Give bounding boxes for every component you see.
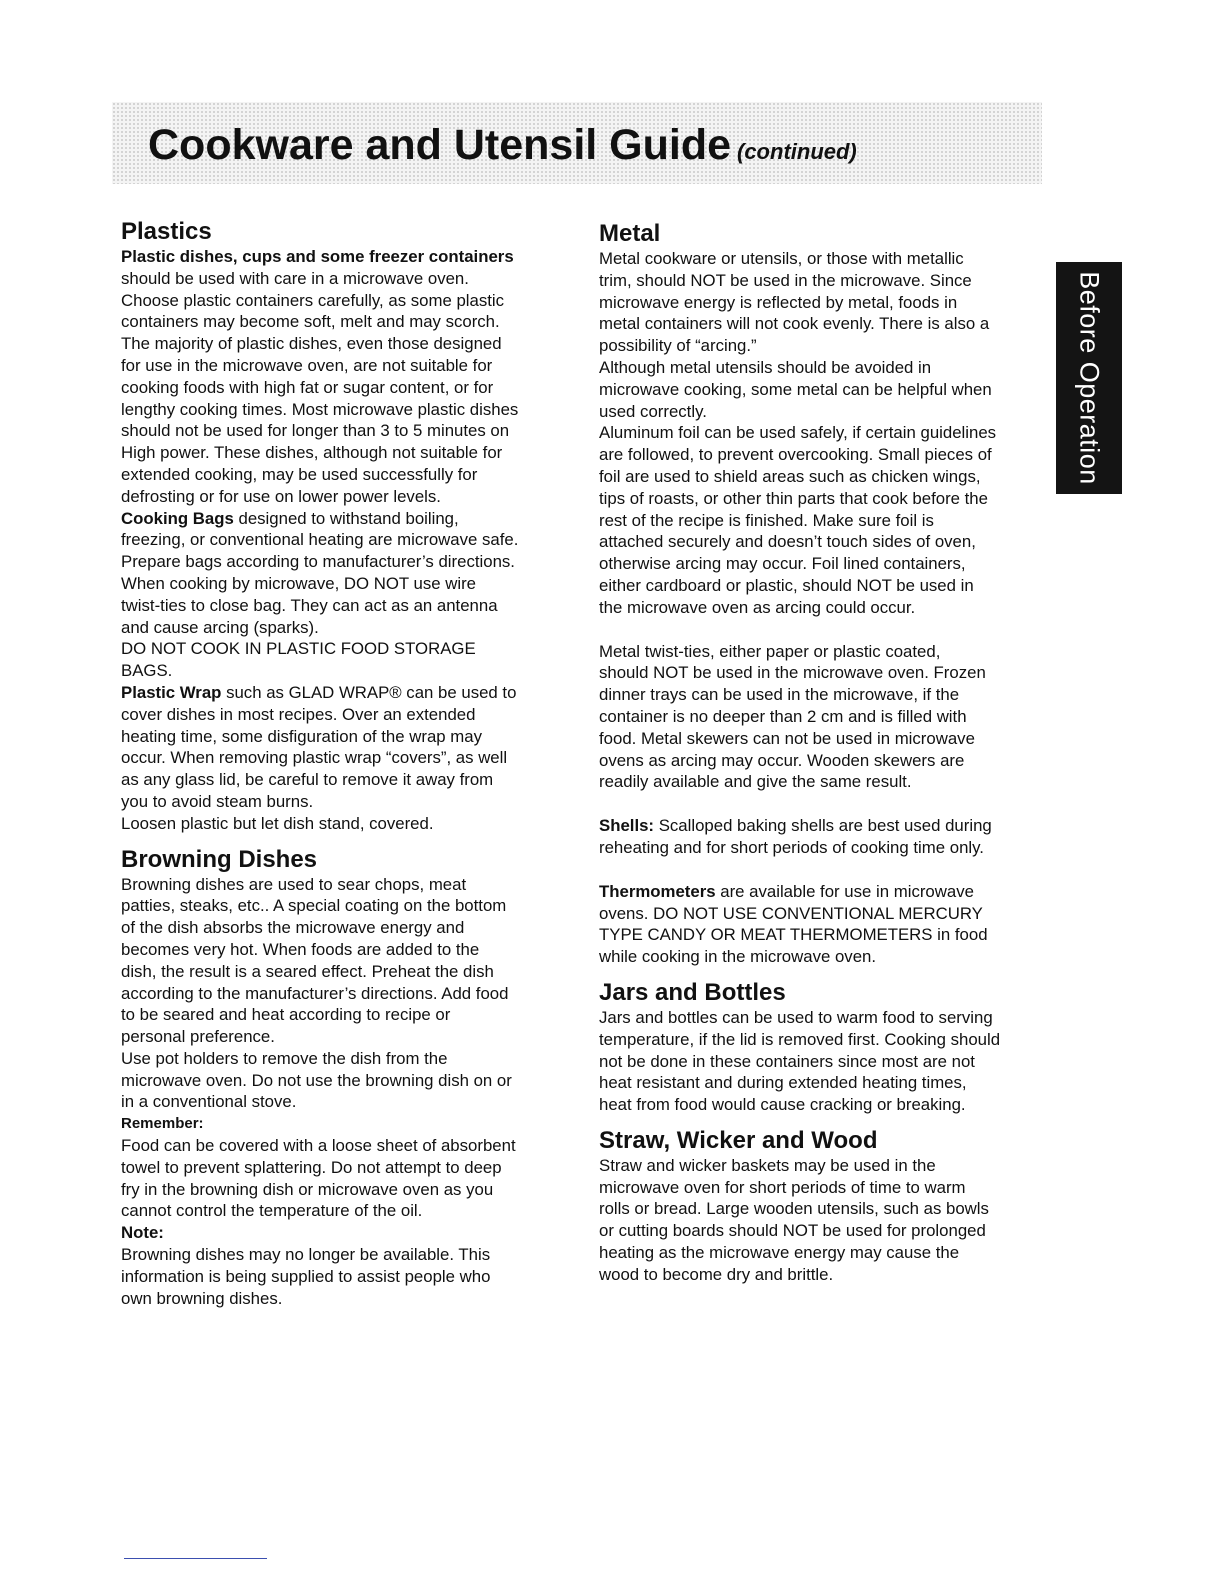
metal-twist-ties-text: Metal twist-ties, either paper or plastic coated, should NOT be used in the microwave oven. Frozen dinner trays can be used in the microwave, if the container is no deeper than 2 cm and is filled with food. Metal skewers can not be used in microwave ovens as arcing may occur. Wooden skewers are readily available and give the same result.: [599, 641, 986, 792]
jars-bottles-heading: Jars and Bottles: [599, 978, 786, 1006]
metal-heading: Metal: [599, 220, 661, 247]
metal-section: [599, 220, 1049, 968]
plastic-wrap-bold: Plastic Wrap: [121, 682, 222, 702]
remember-label: Remember:: [121, 1115, 204, 1133]
plastics-section: [121, 218, 571, 835]
note-label: Note:: [121, 1223, 164, 1243]
page-title-continued: (continued): [737, 139, 857, 164]
straw-wicker-wood-text: Straw and wicker baskets may be used in the microwave oven for short periods of time to warm rolls or bread. Large wooden utensils, such as bowls or cutting boards should NOT be used for prolonged heating as the microwave energy may cause the wood to become dry and brittle.: [599, 1155, 989, 1284]
section-tab: [1056, 262, 1122, 494]
browning-dishes-section: [121, 846, 571, 1310]
plastic-wrap-paragraph: [121, 682, 571, 835]
cooking-bags-bold: Cooking Bags: [121, 508, 234, 528]
plastics-intro-bold: Plastic dishes, cups and some freezer containers: [121, 247, 514, 266]
thermometers-bold: Thermometers: [599, 881, 716, 901]
browning-dishes-heading: Browning Dishes: [121, 845, 318, 873]
page-title: [148, 121, 857, 169]
shells-text: Scalloped baking shells are best used during reheating and for short periods of cooking time only.: [599, 816, 992, 857]
jars-bottles-text: Jars and bottles can be used to warm food to serving temperature, if the lid is removed first. Cooking should not be done in these containers since most are not heat resistant and during extended heating times, heat from food would cause cracking or breaking.: [599, 1007, 1001, 1115]
straw-wicker-wood-section: [599, 1127, 1049, 1286]
shells-paragraph: [599, 815, 1049, 859]
plastics-intro-text: should be used with care in a microwave oven. Choose plastic containers carefully, as some plastic containers may become soft, melt and may scorch. The majority of plastic dishes, even those designed for use in the microwave oven, are not suitable for cooking foods with high fat or sugar content, or for lengthy cooking times. Most microwave plastic dishes should not be used for longer than 3 to 5 minutes on High power. These dishes, although not suitable for extended cooking, may be used successfully for defrosting or for use on lower power levels.: [121, 268, 519, 506]
thermometers-paragraph: [599, 881, 1049, 968]
cooking-bags-paragraph: [121, 508, 571, 682]
cooking-bags-text: designed to withstand boiling, freezing, or conventional heating are microwave safe. Prepare bags according to manufacturer’s directions. When cooking by microwave, DO NOT use wire twist-ties to close bag. They can act as an antenna and cause arcing (sparks). DO NOT COOK IN PLASTIC FOOD STORAGE BAGS.: [121, 508, 519, 681]
section-tab-label: Before Operation: [1074, 271, 1105, 485]
note-text: Browning dishes may no longer be available. This information is being supplied to assist people who own browning dishes.: [121, 1245, 491, 1308]
footer-rule: [124, 1558, 267, 1559]
thermometers-text: are available for use in microwave ovens. DO NOT USE CONVENTIONAL MERCURY TYPE CANDY OR MEAT THERMOMETERS in food while cooking in the microwave oven.: [599, 881, 988, 967]
left-column: [121, 218, 571, 1309]
metal-text: Metal cookware or utensils, or those with metallic trim, should NOT be used in the microwave. Since microwave energy is reflected by metal, foods in metal containers will not cook evenly. There is also a possibility of “arcing.” Although metal utensils should be avoided in microwave cooking, some metal can be helpful when used correctly. Aluminum foil can be used safely, if certain guidelines are followed, to prevent overcooking. Small pieces of foil are used to shield areas such as chicken wings, tips of roasts, or other thin parts that cook before the rest of the recipe is finished. Make sure foil is attached securely and doesn’t touch sides of oven, otherwise arcing may occur. Foil lined containers, either cardboard or plastic, should NOT be used in the microwave oven as arcing could occur.: [599, 249, 997, 617]
shells-bold: Shells:: [599, 816, 655, 836]
right-column: [599, 218, 1049, 1286]
plastic-wrap-text: such as GLAD WRAP® can be used to cover dishes in most recipes. Over an extended heating time, some disfiguration of the wrap may occur. When removing plastic wrap “covers”, as well as any glass lid, be careful to remove it away from you to avoid steam burns. Loosen plastic but let dish stand, covered.: [121, 682, 517, 833]
page-title-main: Cookware and Utensil Guide: [148, 121, 731, 169]
remember-text: Food can be covered with a loose sheet of absorbent towel to prevent splattering. Do not attempt to deep fry in the browning dish or microwave oven as you cannot control the temperature of the oil.: [121, 1136, 516, 1221]
plastics-intro: [121, 246, 571, 508]
browning-dishes-text: Browning dishes are used to sear chops, meat patties, steaks, etc.. A special coating on the bottom of the dish absorbs the microwave energy and becomes very hot. When foods are added to the dish, the result is a seared effect. Preheat the dish according to the manufacturer’s directions. Add food to be seared and heat according to recipe or personal preference. Use pot holders to remove the dish from the microwave oven. Do not use the browning dish on or in a conventional stove.: [121, 874, 512, 1112]
plastics-heading: Plastics: [121, 218, 212, 245]
straw-wicker-wood-heading: Straw, Wicker and Wood: [599, 1126, 878, 1154]
jars-bottles-section: [599, 979, 1049, 1116]
